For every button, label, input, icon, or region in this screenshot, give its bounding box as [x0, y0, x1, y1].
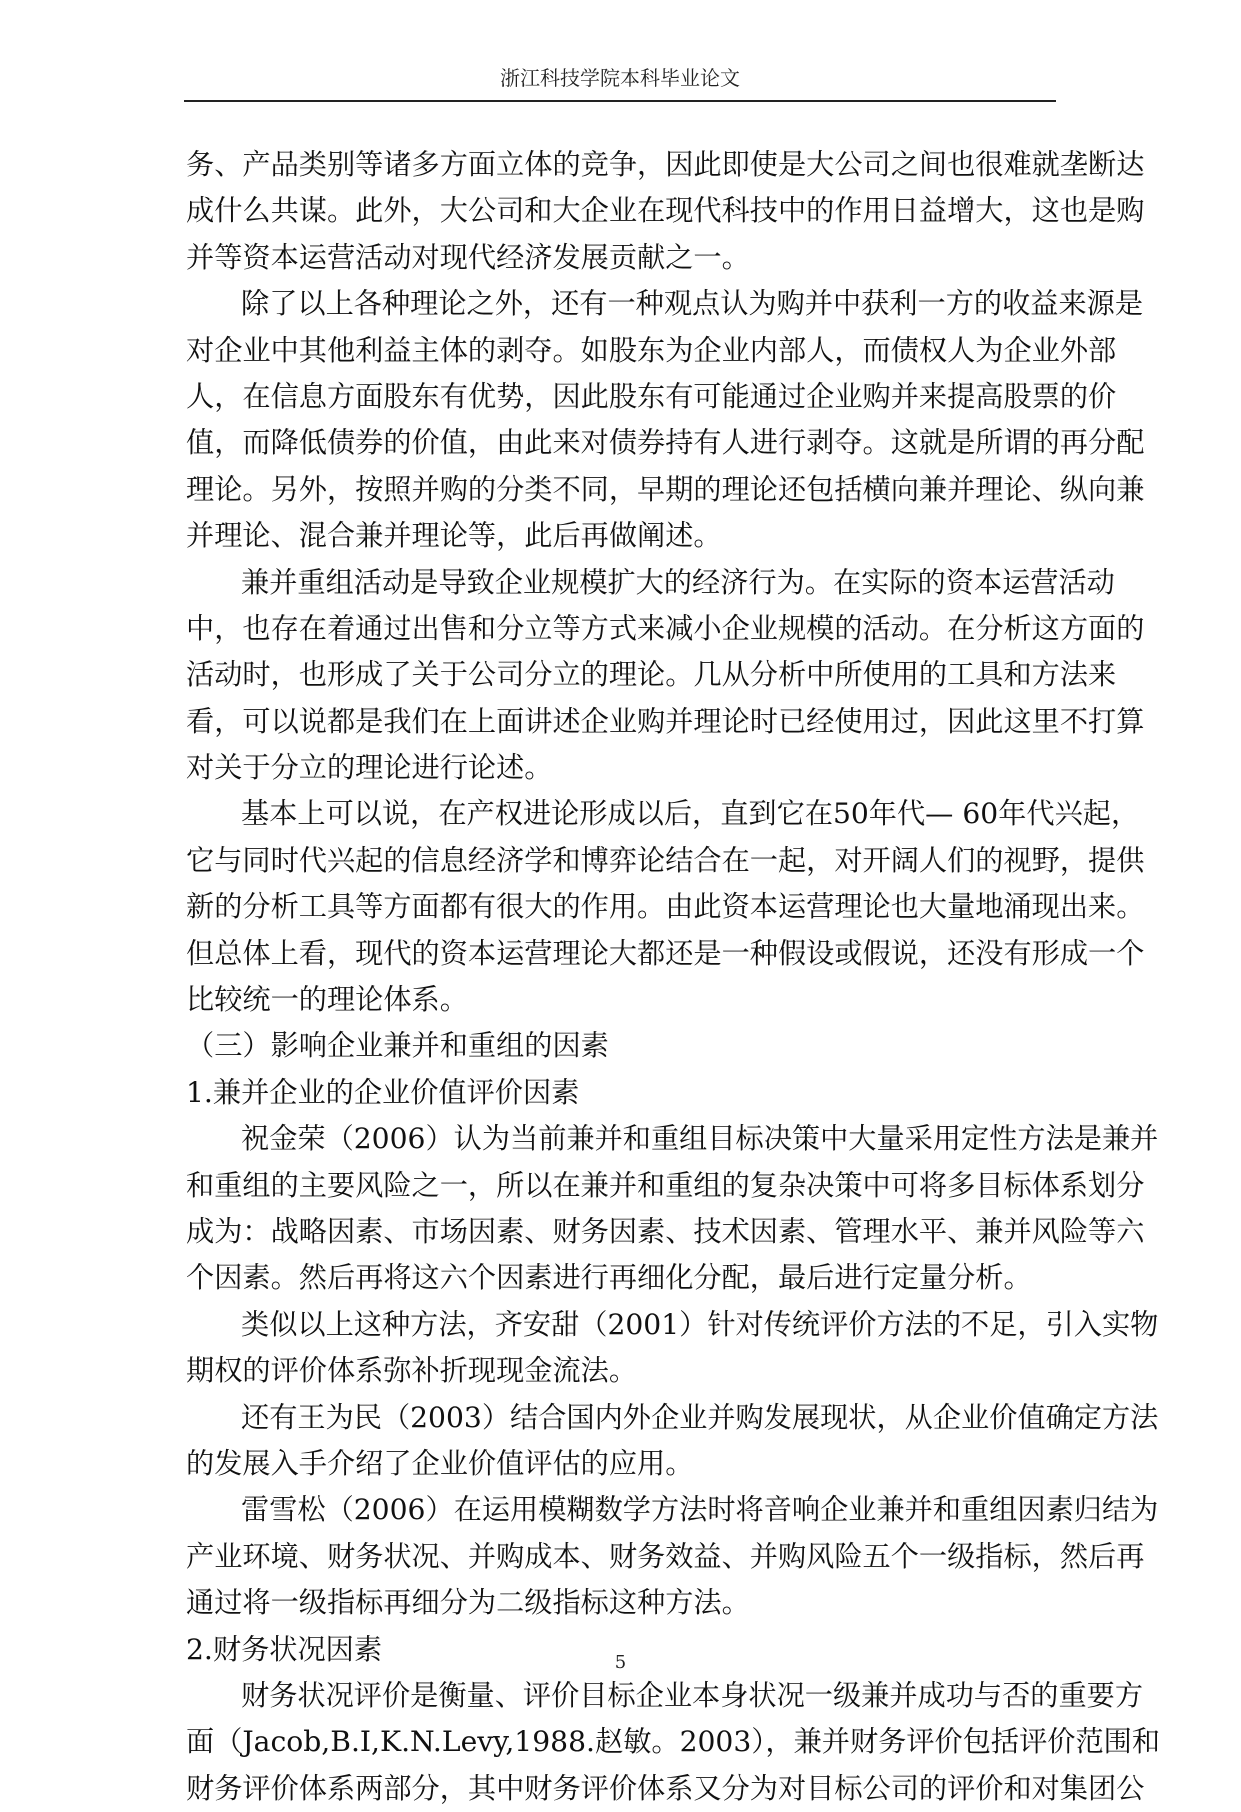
text-line: 对企业中其他利益主体的剥夺。如股东为企业内部人，而债权人为企业外部: [186, 333, 1117, 367]
section-heading: （三）影响企业兼并和重组的因素: [186, 1029, 609, 1063]
text-line: 成为：战略因素、市场因素、财务因素、技术因素、管理水平、兼并风险等六: [186, 1214, 1145, 1248]
text-line: 新的分析工具等方面都有很大的作用。由此资本运营理论也大量地涌现出来。: [186, 890, 1145, 924]
text-line: 比较统一的理论体系。: [186, 983, 468, 1017]
page-header-title: 浙江科技学院本科毕业论文: [500, 66, 740, 90]
subsection-heading: 2.财务状况因素: [186, 1632, 383, 1666]
text-line: 活动时，也形成了关于公司分立的理论。几从分析中所使用的工具和方法来: [186, 658, 1117, 692]
text-line: 的发展入手介绍了企业价值评估的应用。: [186, 1446, 694, 1480]
text-line: 但总体上看，现代的资本运营理论大都还是一种假设或假说，还没有形成一个: [186, 936, 1145, 970]
text-line: 并理论、混合兼并理论等，此后再做阐述。: [186, 519, 722, 553]
text-line: 它与同时代兴起的信息经济学和博弈论结合在一起，对开阔人们的视野，提供: [186, 843, 1145, 877]
text-line: 雷雪松（2006）在运用模糊数学方法时将音响企业兼并和重组因素归结为: [241, 1493, 1159, 1527]
text-line: 并等资本运营活动对现代经济发展贡献之一。: [186, 240, 750, 274]
text-line: 除了以上各种理论之外，还有一种观点认为购并中获利一方的收益来源是: [241, 287, 1144, 321]
body-text: [186, 142, 1161, 1812]
text-line: 值，而降低债券的价值，由此来对债券持有人进行剥夺。这就是所谓的再分配: [186, 426, 1145, 460]
text-line: 财务状况评价是衡量、评价目标企业本身状况一级兼并成功与否的重要方: [241, 1678, 1144, 1712]
subsection-heading: 1.兼并企业的企业价值评价因素: [186, 1075, 580, 1109]
text-line: 面（Jacob,B.I,K.N.Levy,1988.赵敏。2003），兼并财务评价包括评价范围和: [186, 1725, 1161, 1759]
text-line: 类似以上这种方法，齐安甜（2001）针对传统评价方法的不足，引入实物: [241, 1307, 1159, 1341]
text-line: 兼并重组活动是导致企业规模扩大的经济行为。在实际的资本运营活动: [241, 565, 1115, 599]
text-line: 期权的评价体系弥补折现现金流法。: [186, 1354, 638, 1388]
text-line: 通过将一级指标再细分为二级指标这种方法。: [186, 1586, 750, 1620]
text-line: 基本上可以说，在产权进论形成以后，直到它在50年代— 60年代兴起，: [241, 797, 1140, 831]
text-line: 还有王为民（2003）结合国内外企业并购发展现状，从企业价值确定方法: [241, 1400, 1159, 1434]
text-line: 对关于分立的理论进行论述。: [186, 751, 553, 785]
text-line: 人，在信息方面股东有优势，因此股东有可能通过企业购并来提高股票的价: [186, 379, 1117, 413]
text-line: 个因素。然后再将这六个因素进行再细化分配，最后进行定量分析。: [186, 1261, 1032, 1295]
header-rule: [184, 100, 1056, 102]
text-line: 看，可以说都是我们在上面讲述企业购并理论时已经使用过，因此这里不打算: [186, 704, 1145, 738]
text-line: 成什么共谋。此外，大公司和大企业在现代科技中的作用日益增大，这也是购: [186, 194, 1145, 228]
text-line: 和重组的主要风险之一，所以在兼并和重组的复杂决策中可将多目标体系划分: [186, 1168, 1145, 1202]
text-line: 产业环境、财务状况、并购成本、财务效益、并购风险五个一级指标，然后再: [186, 1539, 1145, 1573]
text-line: 务、产品类别等诸多方面立体的竞争，因此即使是大公司之间也很难就垄断达: [186, 148, 1145, 181]
text-line: 理论。另外，按照并购的分类不同，早期的理论还包括横向兼并理论、纵向兼: [186, 472, 1145, 506]
text-line: 中，也存在着通过出售和分立等方式来减小企业规模的活动。在分析这方面的: [186, 611, 1145, 645]
text-line: 财务评价体系两部分，其中财务评价体系又分为对目标公司的评价和对集团公: [186, 1771, 1145, 1805]
text-line: 祝金荣（2006）认为当前兼并和重组目标决策中大量采用定性方法是兼并: [241, 1122, 1159, 1156]
page-number: 5: [614, 1652, 627, 1673]
